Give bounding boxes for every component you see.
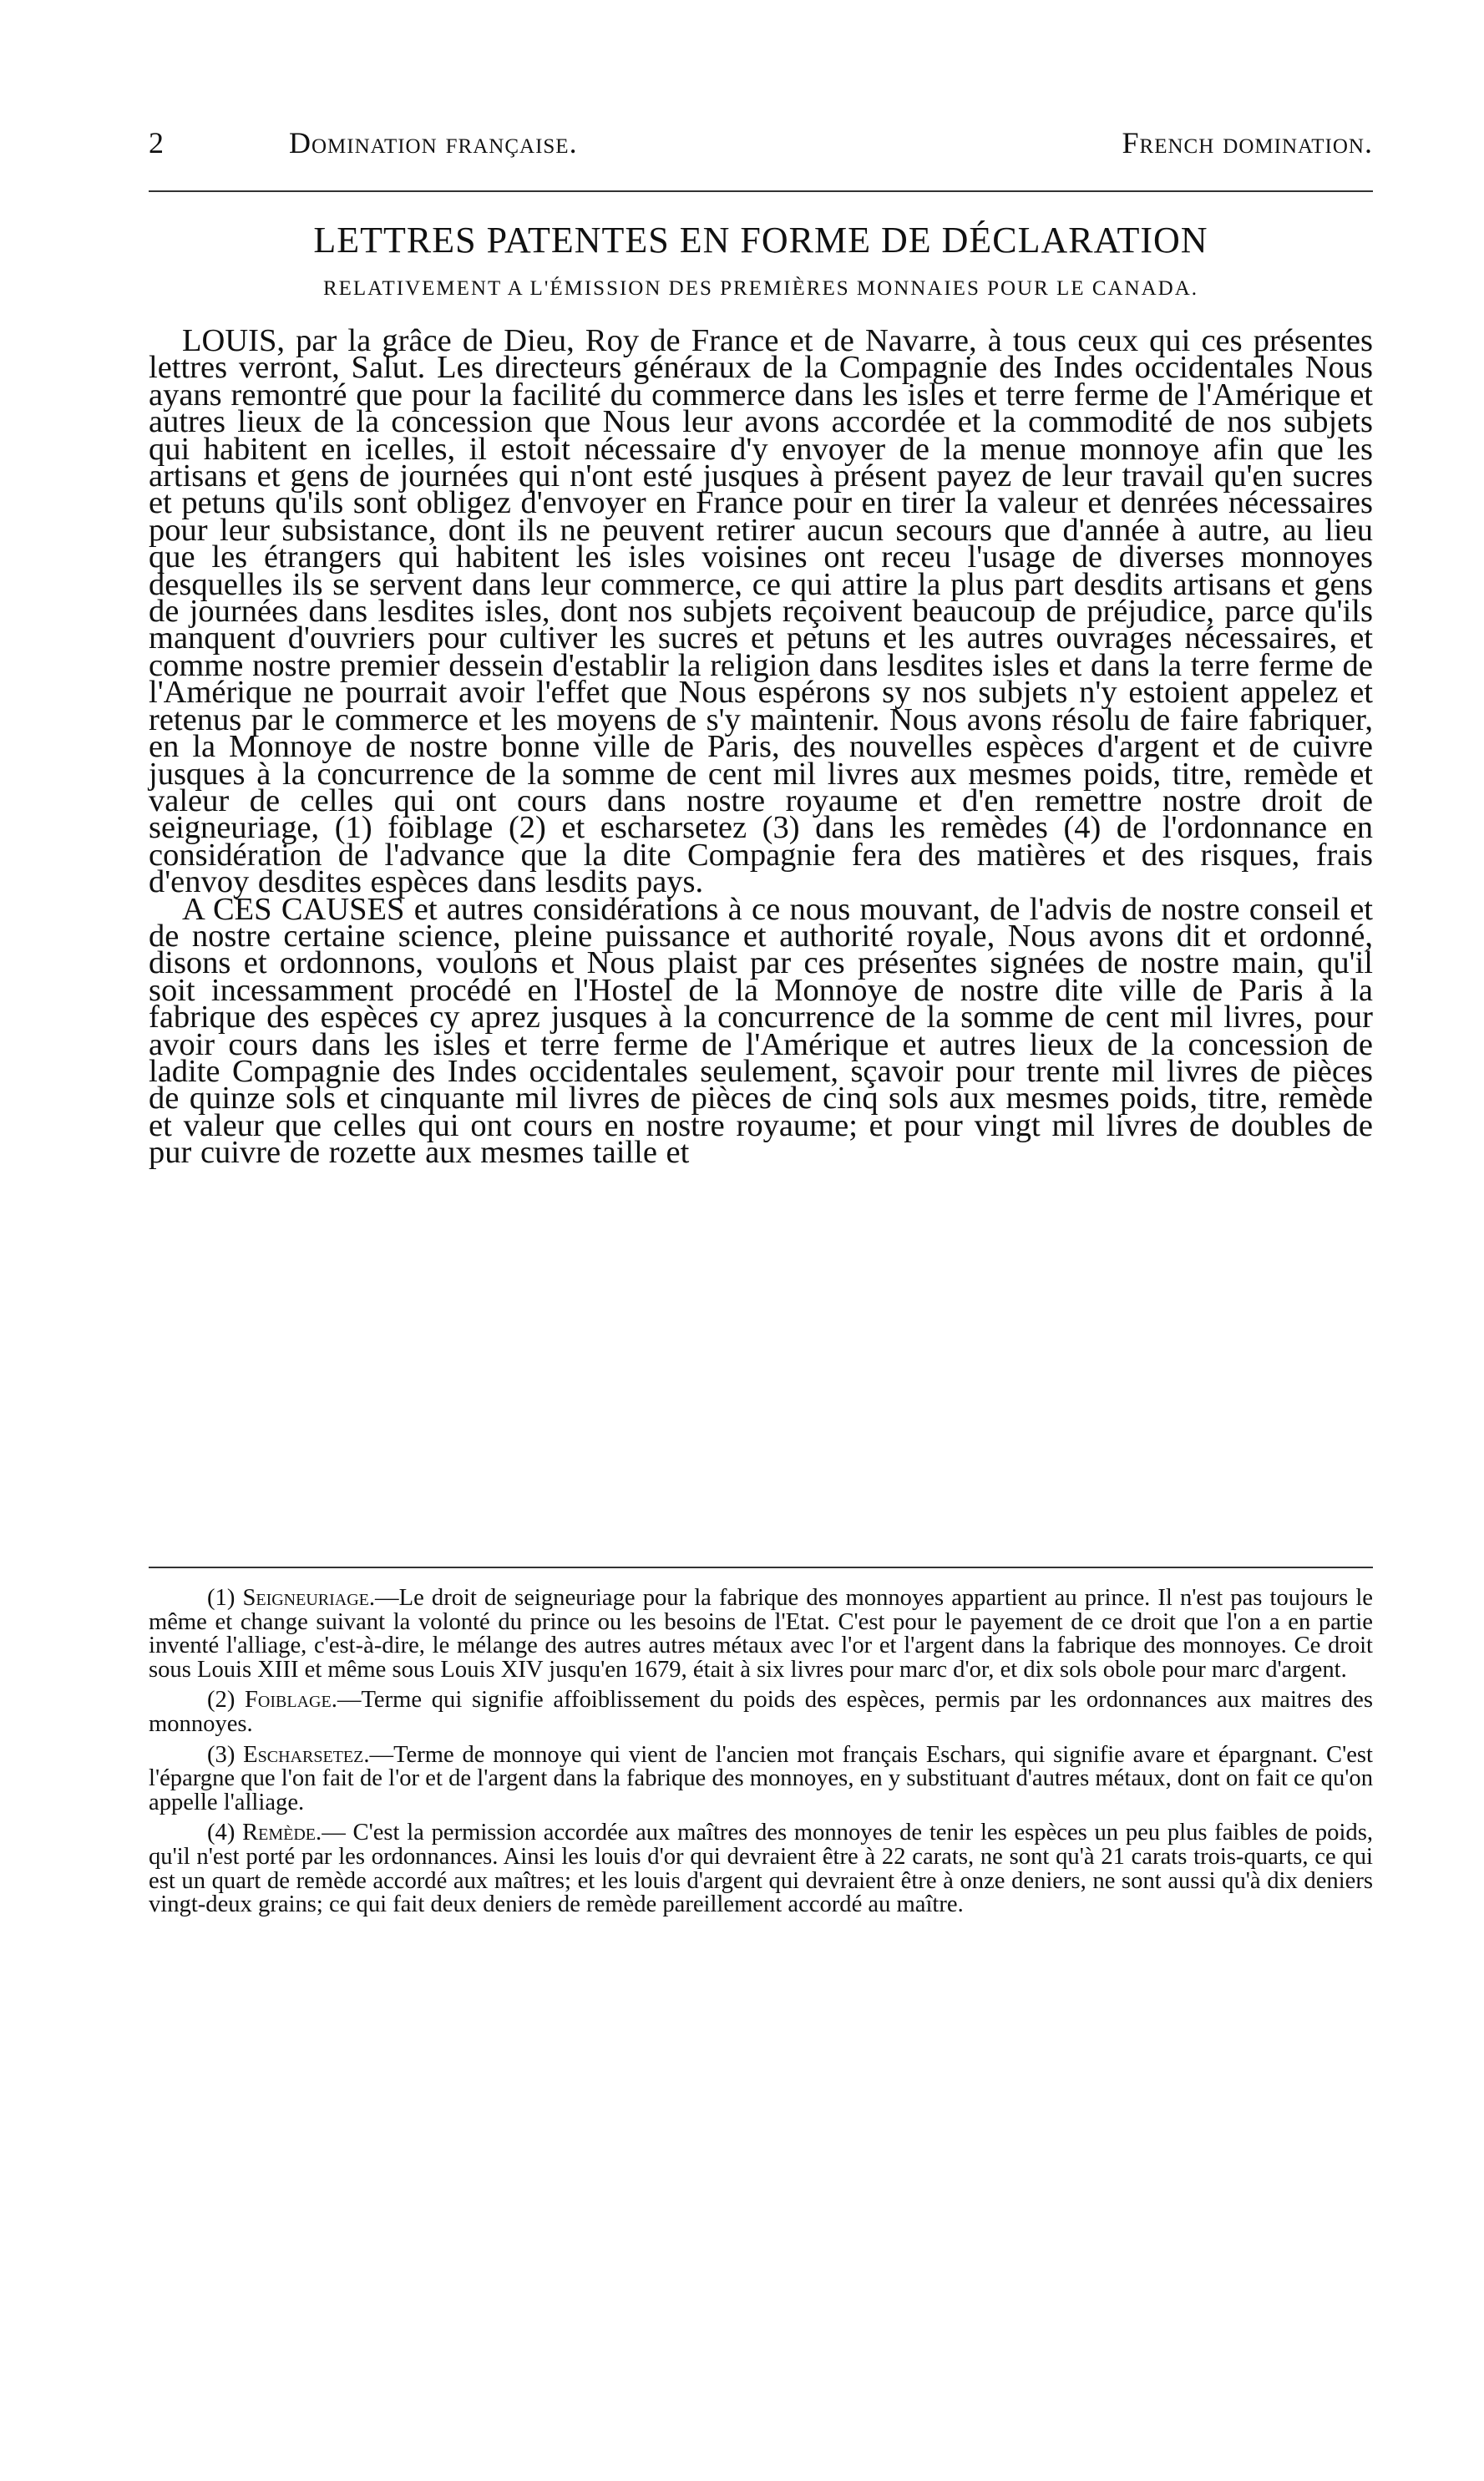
header-rule bbox=[149, 190, 1373, 192]
footnote-text: —Le droit de seigneuriage pour la fabrique des monnoyes appartient au prince. Il n'est pas toujours le même et change suivant la volonté du prince ou les besoins de l'Etat. C'est pour le payement de ce droit que l'on a en partie inventé l'alliage, c'est-à-dire, le mélange des autres autres métaux avec l'or et l'argent dans la fabrique des monnoyes. Ce droit sous Louis XIII et même sous Louis XIV jusqu'en 1679, était à six livres pour marc d'or, et dix sols obole pour marc d'argent. bbox=[149, 1585, 1373, 1683]
footnote-text: —Terme de monnoye qui vient de l'ancien mot français Eschars, qui signifie avare et épargnant. C'est l'épargne que l'on fait de l'or et de l'argent dans la fabrique des monnoyes, en y substituant d'autres métaux, dont on fait ce qu'on appelle l'alliage. bbox=[149, 1741, 1373, 1815]
footnote-number: (3) bbox=[207, 1741, 236, 1768]
page-number: 2 bbox=[149, 126, 164, 159]
document-title: LETTRES PATENTES EN FORME DE DÉCLARATION bbox=[313, 220, 1208, 261]
footnote-term: Seigneuriage. bbox=[242, 1585, 376, 1611]
paragraph bbox=[149, 891, 1373, 1171]
footnote-rule bbox=[149, 1567, 1373, 1568]
footnote bbox=[149, 1821, 1373, 1916]
footnote bbox=[149, 1741, 1373, 1815]
paragraph-initial: A CES CAUSES bbox=[182, 891, 405, 927]
footnote-number: (1) bbox=[207, 1585, 236, 1611]
paragraph-initial: LOUIS bbox=[182, 323, 277, 358]
footnotes bbox=[149, 1587, 1373, 1924]
document-subtitle: RELATIVEMENT A L'ÉMISSION DES PREMIÈRES MONNAIES POUR LE CANADA. bbox=[322, 277, 1199, 300]
paragraph-text: et autres considérations à ce nous mouvant, de l'advis de nostre conseil et de nostre certaine science, pleine puissance et authorité royale, Nous avons dit et ordonné, disons et ordonnons, voulons et Nous plaist par ces présentes signées de nostre main, qu'il soit incessamment procédé en l'Hostel de la Monnoye de nostre dite ville de Paris à la fabrique des espèces cy aprez jusques à la concurrence de la somme de cent mil livres, pour avoir cours dans les isles et terre ferme de l'Amérique et autres lieux de la concession de ladite Compagnie des Indes occidentales seulement, sçavoir pour trente mil livres de pièces de quinze sols et cinquante mil livres de pièces de cinq sols aux mesmes poids, titre, remède et valeur que celles qui ont cours en nostre royaume; et pour vingt mil livres de doubles de pur cuivre de rozette aux mesmes taille et bbox=[149, 891, 1373, 1171]
footnote bbox=[149, 1587, 1373, 1682]
running-head-right: French domination. bbox=[1122, 126, 1373, 159]
body-text bbox=[149, 323, 1373, 1171]
footnote-text: —Terme qui signifie affoiblissement du poids des espèces, permis par les ordonnances aux maitres des monnoyes. bbox=[149, 1687, 1373, 1737]
footnote bbox=[149, 1689, 1373, 1736]
paragraph-text: , par la grâce de Dieu, Roy de France et de Navarre, à tous ceux qui ces présentes lettres verront, Salut. Les directeurs généraux de la Compagnie des Indes occidentales Nous ayans remontré que pour la facilité du commerce dans les isles et terre ferme de l'Amérique et autres lieux de la concession que Nous leur avons accordée et la commodité de nos subjets qui habitent en icelles, il estoit nécessaire d'y envoyer de la menue monnoye afin que les artisans et gens de journées qui n'ont esté jusques à présent payez de leur travail qu'en sucres et petuns qu'ils sont obligez d'envoyer en France pour en tirer la valeur et denrées nécessaires pour leur subsistance, dont ils ne peuvent retirer aucun secours que d'année à autre, au lieu que les étrangers qui habitent les isles voisines ont receu l'usage de diverses monnoyes desquelles ils se servent dans leur commerce, ce qui attire la plus part desdits artisans et gens de journées dans lesdites isles, dont nos subjets reçoivent beaucoup de préjudice, parce qu'ils manquent d'ouvriers pour cultiver les sucres et petuns et les autres ouvrages nécessaires, et comme nostre premier dessein d'establir la religion dans lesdites isles et dans la terre ferme de l'Amérique ne pourrait avoir l'effet que Nous espérons sy nos subjets n'y estoient appelez et retenus par le commerce et les moyens de s'y maintenir. Nous avons résolu de faire fabriquer, en la Monnoye de nostre bonne ville de Paris, des nouvelles espèces d'argent et de cuivre jusques à la concurrence de la somme de cent mil livres aux mesmes poids, titre, remède et valeur de celles qui ont cours dans nostre royaume et d'en remettre nostre droit de seigneuriage, (1) foiblage (2) et escharsetez (3) dans les remèdes (4) de l'ordonnance en considération de l'advance que la dite Compagnie fera des matières et des risques, frais d'envoy desdites espèces dans lesdits pays. bbox=[149, 323, 1373, 900]
footnote-term: Foiblage. bbox=[245, 1687, 337, 1714]
footnote-term: Escharsetez. bbox=[243, 1741, 370, 1768]
footnote-number: (2) bbox=[207, 1687, 236, 1714]
footnote-text: — C'est la permission accordée aux maîtres des monnoyes de tenir les espèces un peu plus faibles de poids, qu'il n'est porté par les ordonnances. Ainsi les louis d'or qui devraient être à 22 carats, ne sont qu'à 21 carats trois-quarts, ce qui est un quart de remède accordé aux maîtres; et les louis d'argent qui devraient être à onze deniers, ne sont aussi qu'à dix deniers vingt-deux grains; ce qui fait deux deniers de remède pareillement accordé au maître. bbox=[149, 1820, 1373, 1918]
paragraph bbox=[149, 323, 1373, 900]
running-head bbox=[149, 125, 1373, 167]
footnote-term: Remède. bbox=[242, 1820, 322, 1846]
running-head-left: Domination française. bbox=[289, 126, 578, 159]
footnote-number: (4) bbox=[207, 1820, 236, 1846]
